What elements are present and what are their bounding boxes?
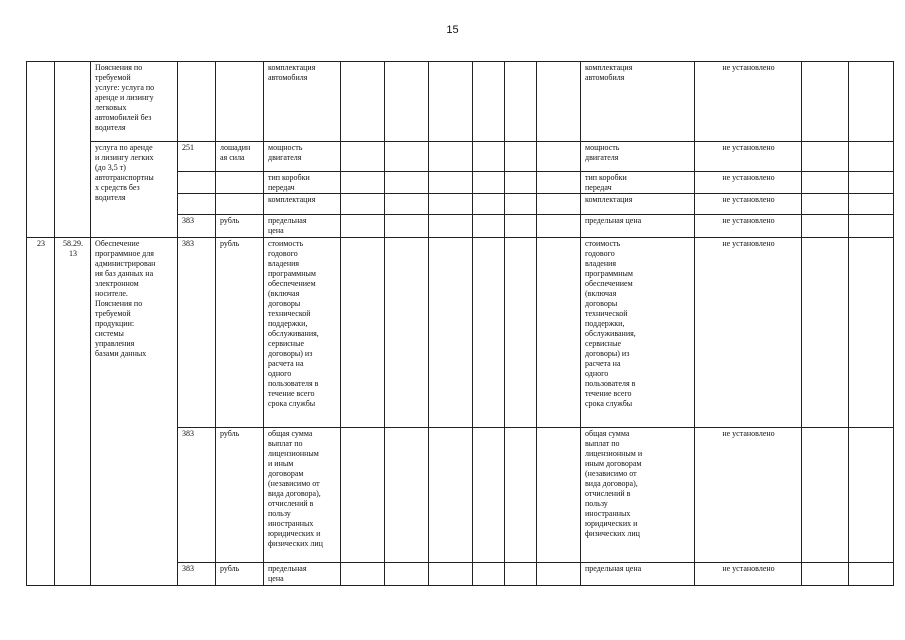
cell-value	[429, 194, 473, 215]
cell-function	[849, 194, 894, 215]
cell-characteristic-approved: стоимость годового владения программным обеспечением (включая договоры технической поддержки, обслуживания, сервисные договоры) из расчета на одного пользователя в течение всего срока службы	[581, 238, 695, 428]
cell-value	[505, 215, 537, 238]
cell-unit-name	[216, 62, 264, 142]
cell-value	[537, 172, 581, 194]
cell-value	[429, 215, 473, 238]
cell-product-name: Пояснения по требуемой услуге: услуга по аренде и лизингу легковых автомобилей без водителя	[91, 62, 178, 142]
cell-justification	[802, 563, 849, 586]
cell-value	[385, 142, 429, 172]
cell-value-approved: не установлено	[695, 563, 802, 586]
cell-characteristic: предельная цена	[264, 215, 341, 238]
cell-characteristic: комплектация автомобиля	[264, 62, 341, 142]
cell-function	[849, 172, 894, 194]
cell-product-name: Обеспечение программное для администрирован ия баз данных на электронном носителе. Пояснения по требуемой продукции: системы управления базами данных	[91, 238, 178, 586]
cell-unit-name	[216, 172, 264, 194]
cell-justification	[802, 194, 849, 215]
cell-value	[429, 172, 473, 194]
cell-function	[849, 238, 894, 428]
cell-value	[473, 563, 505, 586]
cell-value	[505, 194, 537, 215]
cell-unit-name: рубль	[216, 215, 264, 238]
cell-value	[429, 62, 473, 142]
cell-value	[537, 238, 581, 428]
cell-value-approved: не установлено	[695, 238, 802, 428]
cell-characteristic-approved: предельная цена	[581, 215, 695, 238]
cell-value	[341, 563, 385, 586]
cell-unit-name: лошадин ая сила	[216, 142, 264, 172]
cell-function	[849, 215, 894, 238]
cell-characteristic: комплектация	[264, 194, 341, 215]
cell-value	[429, 428, 473, 563]
cell-justification	[802, 142, 849, 172]
cell-value-approved: не установлено	[695, 428, 802, 563]
cell-justification	[802, 172, 849, 194]
cell-characteristic-approved: предельная цена	[581, 563, 695, 586]
cell-value	[473, 238, 505, 428]
cell-value-approved: не установлено	[695, 142, 802, 172]
cell-value	[473, 62, 505, 142]
cell-characteristic-approved: мощность двигателя	[581, 142, 695, 172]
cell-unit-code: 251	[178, 142, 216, 172]
cell-value	[341, 62, 385, 142]
cell-value	[505, 172, 537, 194]
cell-unit-code	[178, 62, 216, 142]
cell-justification	[802, 238, 849, 428]
cell-value-approved: не установлено	[695, 194, 802, 215]
cell-justification	[802, 62, 849, 142]
cell-value	[537, 428, 581, 563]
cell-unit-code: 383	[178, 238, 216, 428]
cell-unit-name: рубль	[216, 428, 264, 563]
cell-product-name: услуга по аренде и лизингу легких (до 3,5 т) автотранспортны х средств без водителя	[91, 142, 178, 238]
page-number: 15	[446, 24, 459, 36]
cell-value	[385, 238, 429, 428]
cell-characteristic: стоимость годового владения программным обеспечением (включая договоры технической поддержки, обслуживания, сервисные договоры) из расчета на одного пользователя в течение всего срока службы	[264, 238, 341, 428]
cell-value-approved: не установлено	[695, 62, 802, 142]
cell-unit-code: 383	[178, 215, 216, 238]
cell-value	[429, 142, 473, 172]
cell-value	[385, 172, 429, 194]
cell-unit-code	[178, 194, 216, 215]
cell-unit-name: рубль	[216, 238, 264, 428]
cell-value	[385, 194, 429, 215]
cell-function	[849, 563, 894, 586]
cell-code	[55, 62, 91, 238]
cell-value	[473, 172, 505, 194]
cell-value	[473, 215, 505, 238]
cell-characteristic: мощность двигателя	[264, 142, 341, 172]
cell-value	[385, 215, 429, 238]
cell-value	[537, 563, 581, 586]
cell-value	[341, 194, 385, 215]
cell-value	[341, 172, 385, 194]
cell-value	[537, 215, 581, 238]
cell-value-approved: не установлено	[695, 172, 802, 194]
cell-value	[505, 563, 537, 586]
cell-value	[429, 238, 473, 428]
cell-characteristic-approved: общая сумма выплат по лицензионным и иным договорам (независимо от вида договора), отчислений в пользу иностранных юридических и физических лиц	[581, 428, 695, 563]
cell-number: 23	[27, 238, 55, 586]
table-row	[27, 142, 894, 172]
cell-value	[341, 215, 385, 238]
cell-unit-name: рубль	[216, 563, 264, 586]
cell-value	[537, 142, 581, 172]
cell-value	[473, 428, 505, 563]
cell-value	[537, 62, 581, 142]
cell-value-approved: не установлено	[695, 215, 802, 238]
cell-value	[505, 142, 537, 172]
cell-function	[849, 428, 894, 563]
cell-unit-code: 383	[178, 428, 216, 563]
cell-value	[537, 194, 581, 215]
cell-value	[385, 563, 429, 586]
cell-value	[385, 428, 429, 563]
cell-characteristic: тип коробки передач	[264, 172, 341, 194]
cell-number	[27, 62, 55, 238]
cell-characteristic-approved: комплектация автомобиля	[581, 62, 695, 142]
table-row	[27, 238, 894, 428]
cell-value	[473, 194, 505, 215]
cell-value	[505, 428, 537, 563]
cell-value	[341, 428, 385, 563]
cell-characteristic-approved: комплектация	[581, 194, 695, 215]
cell-value	[473, 142, 505, 172]
cell-value	[429, 563, 473, 586]
cell-function	[849, 62, 894, 142]
cell-justification	[802, 428, 849, 563]
cell-value	[341, 238, 385, 428]
cell-value	[385, 62, 429, 142]
cell-unit-code	[178, 172, 216, 194]
cell-function	[849, 142, 894, 172]
requirements-table	[26, 61, 894, 586]
cell-value	[505, 62, 537, 142]
cell-value	[341, 142, 385, 172]
cell-characteristic: общая сумма выплат по лицензионным и иным договорам (независимо от вида договора), отчислений в пользу иностранных юридических и физических лиц	[264, 428, 341, 563]
cell-justification	[802, 215, 849, 238]
cell-unit-name	[216, 194, 264, 215]
cell-characteristic-approved: тип коробки передач	[581, 172, 695, 194]
cell-characteristic: предельная цена	[264, 563, 341, 586]
table-row	[27, 62, 894, 142]
cell-unit-code: 383	[178, 563, 216, 586]
cell-value	[505, 238, 537, 428]
cell-code: 58.29. 13	[55, 238, 91, 586]
